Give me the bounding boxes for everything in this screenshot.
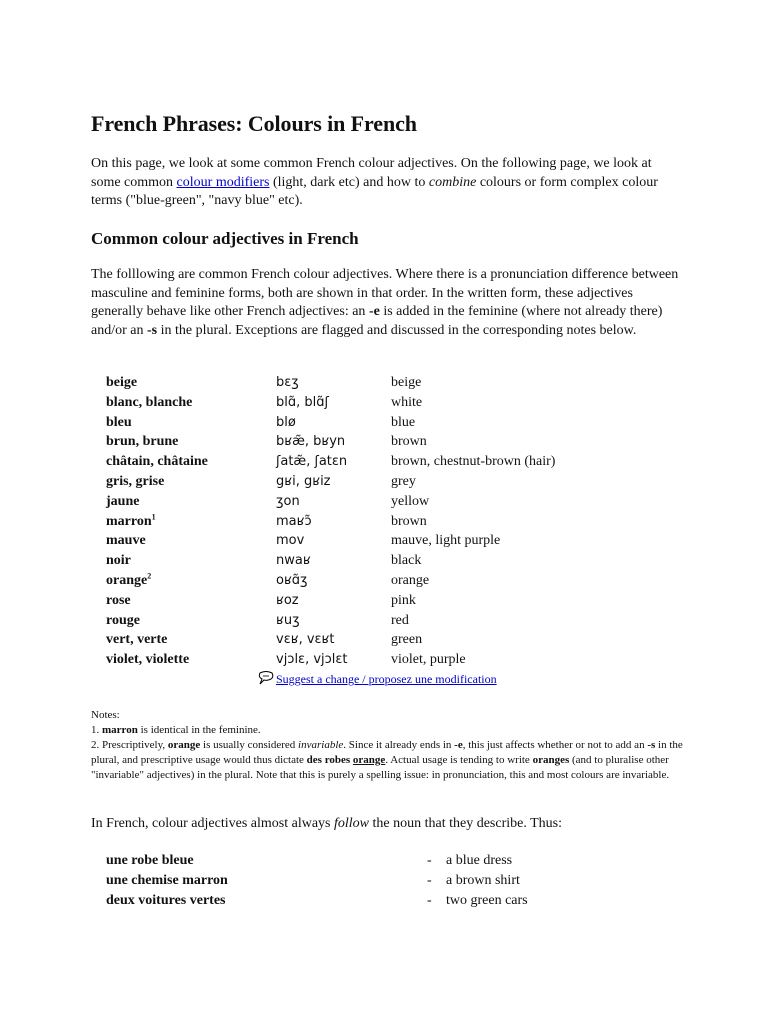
example-row	[106, 891, 586, 911]
french-adjective	[106, 452, 208, 472]
note-bold: orange	[167, 739, 201, 751]
colour-vocabulary-table	[106, 373, 626, 670]
english-translation: pink	[391, 592, 416, 608]
french-adjective	[106, 551, 131, 571]
pronunciation: oʁɑ̃ʒ	[276, 572, 308, 588]
vocab-row	[106, 373, 626, 393]
english-translation: blue	[391, 414, 416, 430]
footnote-marker: 1	[151, 511, 156, 521]
example-french: une robe bleue	[106, 853, 194, 868]
notes-label: Notes:	[91, 709, 120, 721]
intro-text: On this page, we look at some common French colour adjectives. On the following page, we look at some common	[91, 156, 652, 190]
example-english: a brown shirt	[446, 873, 520, 888]
french-adjective	[106, 531, 146, 551]
pronunciation: bɛʒ	[276, 375, 299, 390]
english-translation: brown, chestnut-brown (hair)	[391, 454, 556, 470]
pronunciation: ʃatæ̃, ʃatɛn	[276, 454, 348, 470]
english-translation: grey	[391, 473, 416, 489]
french-word: beige	[106, 375, 138, 390]
vocab-row	[106, 512, 626, 532]
pronunciation: vjɔlɛ, vjɔlɛt	[276, 652, 348, 668]
note-text: in the plural, and prescriptive usage would thus dictate	[91, 739, 683, 766]
notes-section	[91, 708, 691, 783]
french-adjective	[106, 630, 167, 650]
example-row	[106, 871, 586, 891]
french-word: vert, verte	[106, 632, 168, 648]
french-adjective	[106, 512, 156, 532]
pronunciation: ʒon	[276, 493, 300, 509]
pronunciation: nwaʁ	[276, 553, 311, 569]
french-word: brun, brune	[106, 434, 179, 450]
note-bold: -e	[454, 739, 463, 751]
section-heading: Common colour adjectives in French	[91, 229, 359, 248]
pronunciation: ʁuʒ	[276, 612, 300, 628]
note-text: is identical in the feminine.	[137, 724, 261, 736]
note-text: 1.	[91, 724, 102, 736]
english-translation: brown	[391, 513, 427, 529]
french-word: mauve	[106, 533, 146, 549]
note-text: (and to pluralise other "invariable" adjectives) in the plural. Note that this is purely a spelling issue: in pronunciation, this and most colours are invariable.	[91, 754, 670, 781]
vocab-row	[106, 492, 626, 512]
note-text: . Since it already ends in	[343, 739, 455, 751]
example-english: a blue dress	[446, 853, 513, 868]
french-adjective	[106, 472, 164, 492]
english-translation: red	[391, 612, 409, 628]
example-dash: -	[427, 873, 432, 888]
note-1	[91, 723, 691, 738]
french-word: orange	[106, 572, 148, 588]
intro-text: colours or form complex colour terms ("blue-green", "navy blue" etc).	[91, 174, 658, 208]
para-text: The folllowing are common French colour adjectives. Where there is a pronunciation difference between masculine and feminine forms, both are shown in that order. In the written form, these adjectives generally behave like other French adjectives: an	[91, 267, 679, 319]
example-row	[106, 851, 586, 871]
note-text: , this just affects whether or not to add an	[462, 739, 648, 751]
vocab-row	[106, 611, 626, 631]
note-bold-underline: orange	[352, 754, 386, 766]
french-adjective	[106, 650, 189, 670]
example-french: une chemise marron	[106, 873, 228, 888]
french-word: violet, violette	[106, 652, 190, 668]
french-word: rouge	[106, 612, 140, 628]
english-translation: yellow	[391, 493, 430, 509]
example-dash: -	[427, 893, 432, 908]
english-translation: orange	[391, 572, 430, 588]
vocab-row	[106, 551, 626, 571]
vocab-row	[106, 393, 626, 413]
para-text: In French, colour adjectives almost always	[91, 816, 334, 831]
vocab-row	[106, 432, 626, 452]
suggest-change	[258, 671, 497, 687]
suggest-change-link[interactable]: Suggest a change / proposez une modification	[276, 672, 497, 686]
note-text: is usually considered	[200, 739, 299, 751]
french-word: marron	[106, 513, 152, 529]
french-adjective	[106, 393, 192, 413]
vocab-row	[106, 452, 626, 472]
french-word: gris, grise	[106, 473, 165, 489]
colour-modifiers-link[interactable]: colour modifiers	[176, 174, 270, 190]
example-dash: -	[427, 853, 432, 868]
pronunciation: vɛʁ, vɛʁt	[276, 632, 335, 648]
english-translation: beige	[391, 375, 422, 390]
intro-italic: combine	[428, 174, 477, 190]
explanation-paragraph	[91, 266, 681, 340]
french-word: blanc, blanche	[106, 394, 193, 410]
intro-paragraph	[91, 155, 681, 211]
example-english: two green cars	[446, 893, 528, 908]
vocab-row	[106, 630, 626, 650]
pronunciation: bʁæ̃, bʁyn	[276, 434, 346, 450]
para-text: the noun that they describe. Thus:	[369, 816, 562, 831]
french-adjective	[106, 571, 151, 591]
note-text: . Actual usage is tending to write	[385, 754, 533, 766]
french-adjective	[106, 591, 131, 611]
page-title: French Phrases: Colours in French	[91, 111, 417, 136]
english-translation: mauve, light purple	[391, 533, 501, 549]
english-translation: black	[391, 553, 422, 569]
english-translation: brown	[391, 434, 427, 450]
french-word: noir	[106, 553, 131, 569]
pronunciation: maʁɔ̃	[276, 513, 312, 529]
para-italic: follow	[333, 816, 369, 831]
vocab-row	[106, 571, 626, 591]
vocab-row	[106, 531, 626, 551]
vocab-row	[106, 591, 626, 611]
pronunciation: ʁoz	[276, 592, 299, 608]
french-word: rose	[106, 592, 131, 608]
french-word: jaune	[106, 493, 140, 509]
pronunciation: blɑ̃, blɑ̃ʃ	[276, 394, 329, 410]
english-translation: green	[391, 632, 423, 648]
note-bold: marron	[102, 724, 138, 736]
pronunciation: gʁi, gʁiz	[276, 473, 331, 489]
follow-paragraph	[91, 815, 651, 834]
examples-table	[106, 851, 586, 911]
para-bold: -e	[368, 304, 380, 319]
french-adjective	[106, 413, 132, 433]
english-translation: violet, purple	[391, 652, 466, 668]
vocab-row	[106, 472, 626, 492]
english-translation: white	[391, 394, 423, 410]
french-adjective	[106, 492, 139, 512]
note-bold: -s	[647, 739, 656, 751]
example-french: deux voitures vertes	[106, 893, 226, 908]
pronunciation: mov	[276, 533, 305, 549]
para-text: is added in the feminine (where not already there) and/or an	[91, 304, 663, 338]
french-adjective	[106, 432, 178, 452]
note-text: 2. Prescriptively,	[91, 739, 168, 751]
french-adjective	[106, 373, 137, 393]
intro-text: (light, dark etc) and how to	[269, 174, 429, 190]
french-word: bleu	[106, 414, 132, 430]
footnote-marker: 2	[147, 571, 152, 581]
speech-bubble-icon	[258, 671, 274, 685]
french-adjective	[106, 611, 140, 631]
note-2	[91, 738, 691, 783]
para-bold: -s	[146, 322, 158, 338]
note-bold: oranges	[532, 754, 570, 766]
pronunciation: blø	[276, 414, 296, 430]
vocab-row	[106, 413, 626, 433]
vocab-row	[106, 650, 626, 670]
french-word: châtain, châtaine	[106, 454, 208, 470]
para-text: in the plural. Exceptions are flagged and discussed in the corresponding notes below.	[157, 322, 637, 338]
note-italic: invariable	[298, 739, 344, 751]
note-bold: des robes	[306, 754, 353, 766]
